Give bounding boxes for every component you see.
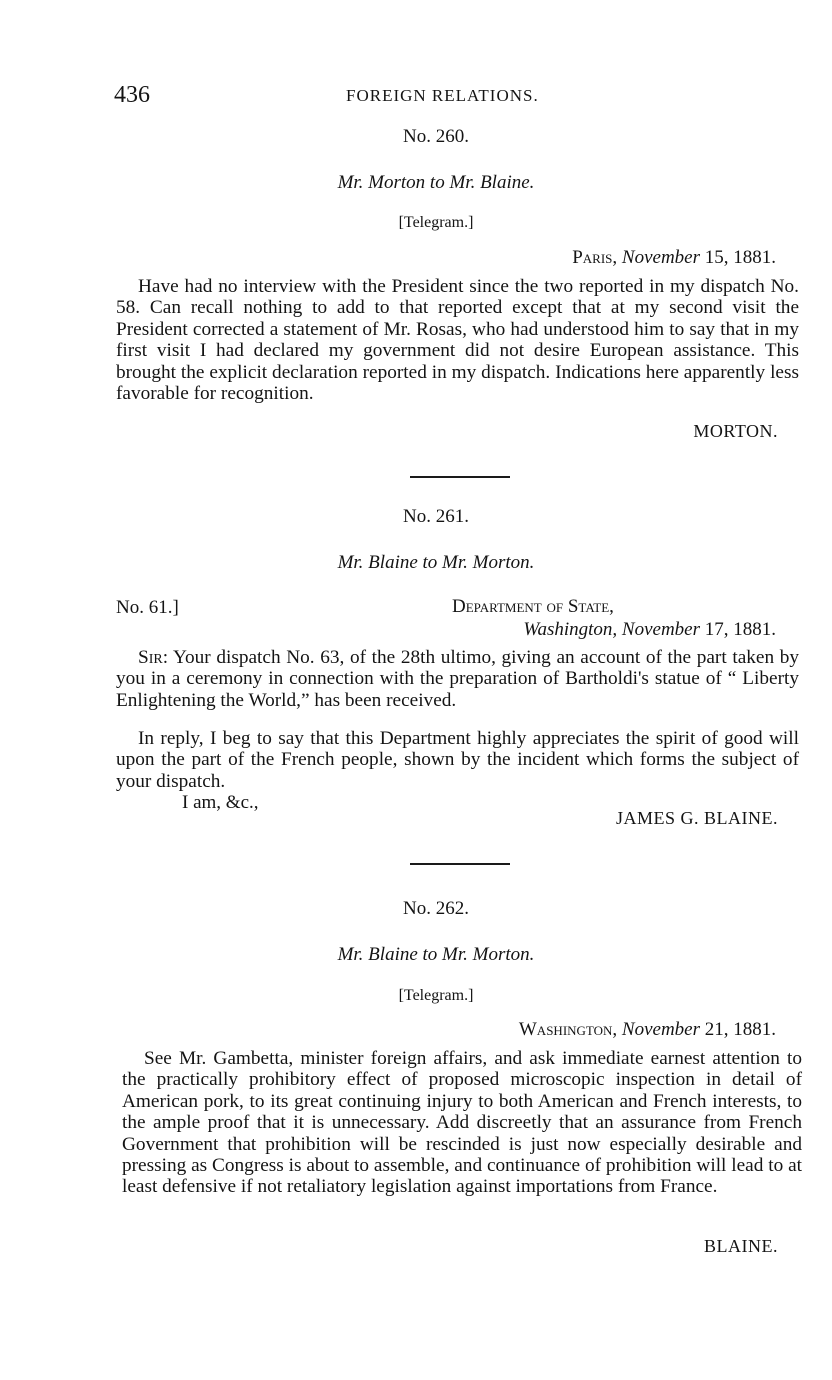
doc-262-number: No. 262. <box>403 898 469 919</box>
section-divider <box>410 863 510 865</box>
dateline-place: Washington, <box>518 1019 618 1040</box>
dateline-month: November <box>621 1019 700 1040</box>
section-divider <box>410 476 510 478</box>
doc-261-signature: JAMES G. BLAINE. <box>615 808 778 828</box>
salutation: Sir <box>138 647 163 668</box>
dateline-place: Washington, <box>523 619 618 640</box>
dateline-year: 17, 1881. <box>700 619 776 640</box>
running-title: FOREIGN RELATIONS. <box>346 86 539 105</box>
doc-260-body: Have had no interview with the President since the two reported in my dispatch No. 58. Can recall nothing to add to that reported except that at my second visit the President corrected a statement of Mr. Rosas, who had understood him to say that in my first visit I had declared my government did not desire European assistance. This brought the explicit declaration reported in my dispatch. Indications here apparently less favorable for recognition. <box>116 276 799 405</box>
dateline-month: November <box>621 247 700 268</box>
doc-260-note: [Telegram.] <box>398 214 474 231</box>
dateline-place: Paris, <box>572 247 618 268</box>
doc-261-body-1 <box>116 647 799 711</box>
doc-261-body-2: In reply, I beg to say that this Department highly appreciates the spirit of good will upon the part of the French people, shown by the incident which forms the subject of your dispatch. <box>116 728 799 792</box>
doc-260-dateline <box>572 247 776 269</box>
doc-262-signature: BLAINE. <box>704 1236 778 1256</box>
body-text: : Your dispatch No. 63, of the 28th ultimo, giving an account of the part taken by you in a ceremony in connection with the preparation of Bartholdi's statue of “ Liberty Enlightening the World,” has been received. <box>116 647 799 711</box>
doc-261-heading: Mr. Blaine to Mr. Morton. <box>337 552 535 573</box>
doc-261-ref: No. 61.] <box>116 597 179 618</box>
doc-260-heading: Mr. Morton to Mr. Blaine. <box>337 172 535 193</box>
doc-262-note: [Telegram.] <box>398 987 474 1004</box>
dateline-year: 21, 1881. <box>700 1019 776 1040</box>
dateline-month: November <box>621 619 700 640</box>
dateline-year: 15, 1881. <box>700 247 776 268</box>
doc-260-signature: MORTON. <box>693 421 778 441</box>
doc-261-number: No. 261. <box>403 506 469 527</box>
doc-261-dateline <box>523 619 776 641</box>
doc-262-body: See Mr. Gambetta, minister foreign affairs, and ask immediate earnest attention to the practically prohibitory effect of proposed microscopic inspection in detail of American pork, to its great continuing injury to both American and French interests, to the ample proof that it is unnecessary. Add discreetly that an assurance from French Government that prohibition will be rescinded is just now especially desirable and pressing as Congress is about to assemble, and continuance of prohibition will lead to at least defensive if not retaliatory legislation against importations from France. <box>122 1048 802 1198</box>
doc-261-closing: I am, &c., <box>182 792 259 813</box>
page-number: 436 <box>114 82 150 108</box>
doc-262-dateline <box>519 1019 776 1041</box>
doc-261-department: Department of State, <box>452 596 614 617</box>
doc-262-heading: Mr. Blaine to Mr. Morton. <box>337 944 535 965</box>
doc-260-number: No. 260. <box>403 126 469 147</box>
